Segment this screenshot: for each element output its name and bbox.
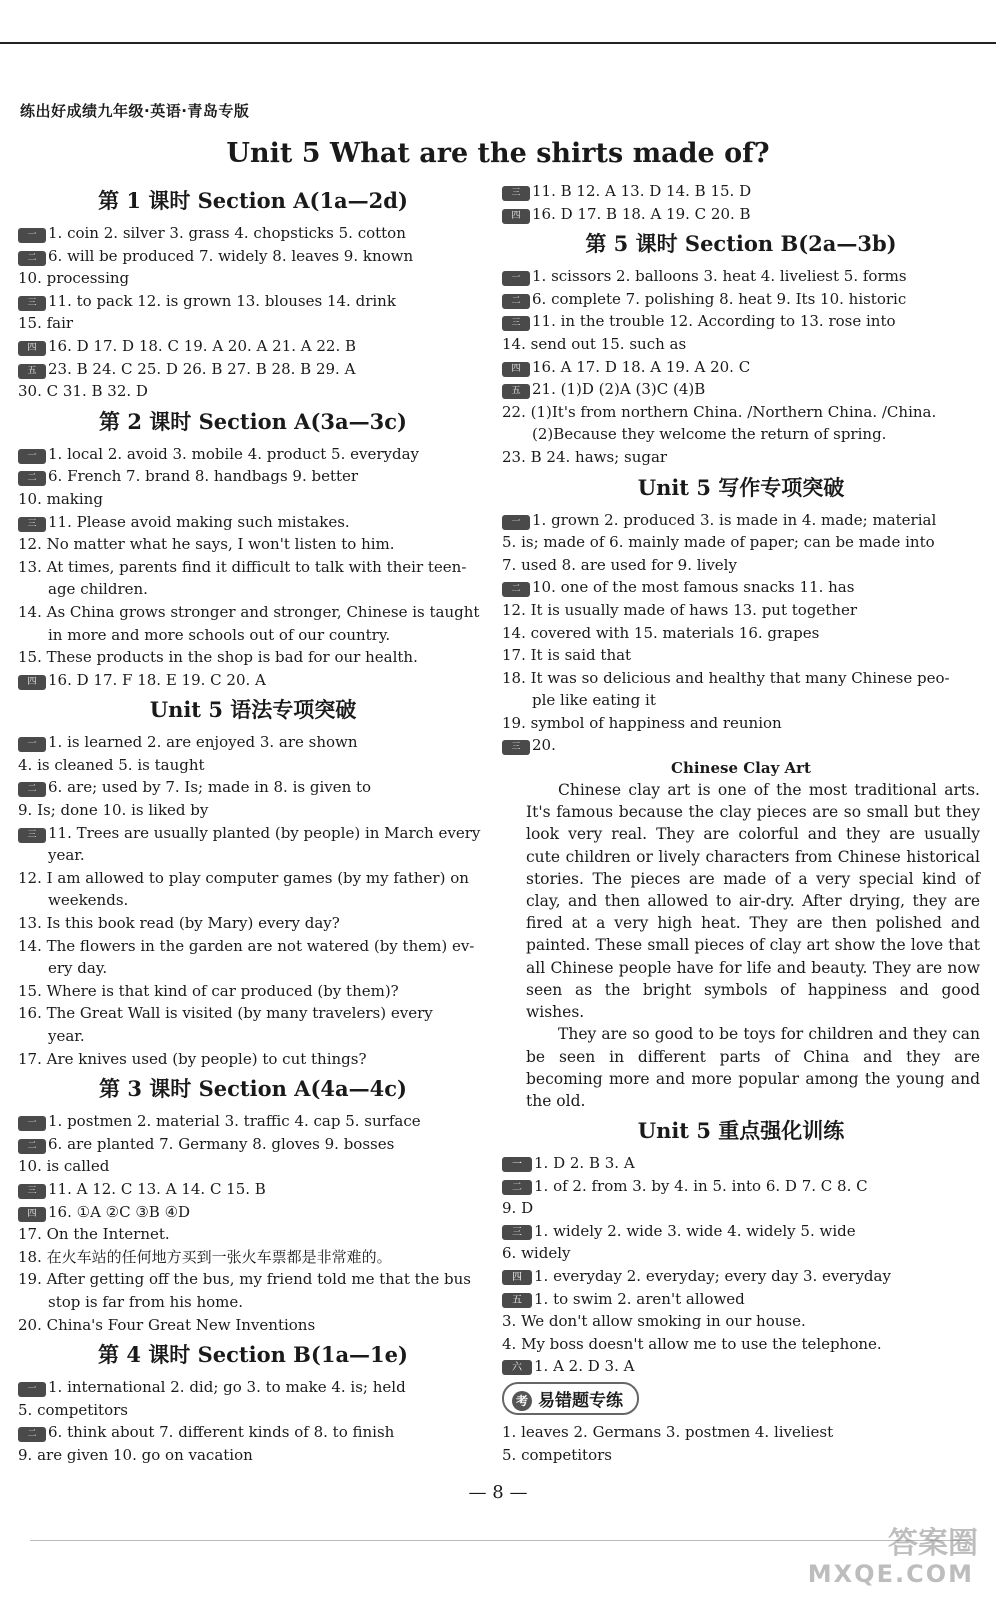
answer-line: 13. Is this book read (by Mary) every day? xyxy=(18,914,340,933)
answer-line: 六 1. A 2. D 3. A xyxy=(502,1355,980,1378)
section-badge: 二 xyxy=(502,1180,532,1195)
answer-line: 7. used 8. are used for 9. lively xyxy=(502,555,737,574)
answer-line: weekends. xyxy=(48,891,129,910)
section-badge: 二 xyxy=(18,1139,46,1154)
essay-paragraph: Chinese clay art is one of the most traditional arts. It's famous because the clay pieces are so small but they look very real. They are colorful and they are usually cute children or lively characters from Chinese historical stories. The pieces are made of a very special kind of clay, and then allowed to air-dry. After drying, they are fired at a very high heat. They are then polished and painted. These small pieces of clay art show the love that all Chinese people have for life and beauty. They are now seen as the bright symbols of happiness and good wishes. xyxy=(526,781,980,1022)
section-badge: 五 xyxy=(502,1293,532,1308)
section-badge: 二 xyxy=(18,251,46,266)
answer-line: 四 1. everyday 2. everyday; every day 3. everyday xyxy=(502,1265,980,1288)
grammar-title: Unit 5 语法专项突破 xyxy=(149,697,357,723)
answer-line: 五 23. B 24. C 25. D 26. B 27. B 28. B 29. A xyxy=(18,358,488,381)
answer-line: 二 6. think about 7. different kinds of 8. to finish xyxy=(18,1421,488,1444)
answer-line: 二 10. one of the most famous snacks 11. has xyxy=(502,576,980,599)
answer-line: 12. No matter what he says, I won't listen to him. xyxy=(18,535,395,554)
answer-line: (2)Because they welcome the return of spring. xyxy=(532,425,887,444)
section-badge: 五 xyxy=(18,364,46,379)
essay-title: Chinese Clay Art xyxy=(671,759,811,778)
section-badge: 四 xyxy=(18,675,46,690)
section-badge: 六 xyxy=(502,1360,532,1375)
answer-line: 三 20. xyxy=(502,734,980,757)
unit-title: Unit 5 What are the shirts made of? xyxy=(226,138,770,169)
answer-line: 15. fair xyxy=(18,314,74,333)
answer-line: 一 1. local 2. avoid 3. mobile 4. product 5. everyday xyxy=(18,443,488,466)
section-badge: 二 xyxy=(18,1427,46,1442)
lesson2-title: 第 2 课时 Section A(3a—3c) xyxy=(99,408,407,434)
answer-line: 9. D xyxy=(502,1199,534,1218)
answer-line: 一 1. scissors 2. balloons 3. heat 4. liveliest 5. forms xyxy=(502,265,980,288)
answer-line: 5. is; made of 6. mainly made of paper; can be made into xyxy=(502,533,935,552)
answer-line: 9. Is; done 10. is liked by xyxy=(18,801,209,820)
answer-line: 二 6. are planted 7. Germany 8. gloves 9. bosses xyxy=(18,1133,488,1156)
section-badge: 四 xyxy=(502,209,530,224)
answer-line: 19. symbol of happiness and reunion xyxy=(502,713,782,732)
section-badge: 四 xyxy=(18,1207,46,1222)
answer-line: 三 11. Trees are usually planted (by people) in March every xyxy=(18,822,488,845)
answer-line: 5. competitors xyxy=(502,1445,612,1464)
answer-line: 一 1. is learned 2. are enjoyed 3. are shown xyxy=(18,731,488,754)
answer-line: 15. Where is that kind of car produced (by them)? xyxy=(18,981,399,1000)
left-column xyxy=(18,182,488,1467)
answer-line: 6. widely xyxy=(502,1244,571,1263)
answer-line: 18. 在火车站的任何地方买到一张火车票都是非常难的。 xyxy=(18,1247,392,1266)
answer-line: 5. competitors xyxy=(18,1400,128,1419)
answer-line: 12. It is usually made of haws 13. put together xyxy=(502,600,858,619)
answer-line: 19. After getting off the bus, my friend told me that the bus xyxy=(18,1270,471,1289)
answer-line: 二 6. French 7. brand 8. handbags 9. better xyxy=(18,465,488,488)
answer-line: 20. China's Four Great New Inventions xyxy=(18,1315,316,1334)
error-practice-tag: 考 易错题专练 xyxy=(502,1382,639,1415)
section-badge: 一 xyxy=(502,1157,532,1172)
answer-line: 一 1. coin 2. silver 3. grass 4. chopsticks 5. cotton xyxy=(18,222,488,245)
answer-line: age children. xyxy=(48,580,148,599)
section-badge: 一 xyxy=(18,1116,46,1131)
answer-line: year. xyxy=(48,846,85,865)
answer-line: year. xyxy=(48,1027,85,1045)
answer-line: 四 16. A 17. D 18. A 19. A 20. C xyxy=(502,356,980,379)
section-badge: 一 xyxy=(18,228,46,243)
answer-line: 10. making xyxy=(18,489,103,508)
answer-line: 14. The flowers in the garden are not watered (by them) ev- xyxy=(18,936,475,955)
section-badge: 一 xyxy=(502,515,530,530)
answer-line: 三 11. to pack 12. is grown 13. blouses 14. drink xyxy=(18,290,488,313)
answer-line: 四 16. ①A ②C ③B ④D xyxy=(18,1201,488,1224)
answer-line: 17. Are knives used (by people) to cut things? xyxy=(18,1049,367,1068)
lesson4-title: 第 4 课时 Section B(1a—1e) xyxy=(98,1342,408,1368)
section-badge: 二 xyxy=(18,782,46,797)
answer-line: 1. leaves 2. Germans 3. postmen 4. liveliest xyxy=(502,1423,834,1442)
lesson3-title: 第 3 课时 Section A(4a—4c) xyxy=(99,1076,407,1102)
section-badge: 二 xyxy=(502,294,530,309)
exam-icon: 考 xyxy=(512,1391,532,1411)
answer-line: 三 11. Please avoid making such mistakes. xyxy=(18,511,488,534)
answer-line: 9. are given 10. go on vacation xyxy=(18,1445,253,1464)
answer-line: 15. These products in the shop is bad for our health. xyxy=(18,648,418,667)
answer-line: 三 1. widely 2. wide 3. wide 4. widely 5. wide xyxy=(502,1220,980,1243)
answer-line: 一 1. postmen 2. material 3. traffic 4. cap 5. surface xyxy=(18,1110,488,1133)
answer-line: 三 11. in the trouble 12. According to 13. rose into xyxy=(502,310,980,333)
book-header: 练出好成绩九年级·英语·青岛专版 xyxy=(20,102,250,120)
answer-line: 二 1. of 2. from 3. by 4. in 5. into 6. D 7. C 8. C xyxy=(502,1175,980,1198)
section-badge: 一 xyxy=(18,449,46,464)
answer-line: 10. processing xyxy=(18,269,130,288)
answer-line: 13. At times, parents find it difficult to talk with their teen- xyxy=(18,557,467,576)
essay-paragraph: They are so good to be toys for children and they can be seen in different parts of China and they are becoming more and more popular among the young and the old. xyxy=(526,1025,980,1110)
key-training-title: Unit 5 重点强化训练 xyxy=(637,1118,845,1144)
section-badge: 一 xyxy=(502,271,530,286)
answer-line: 四 16. D 17. D 18. C 19. A 20. A 21. A 22. B xyxy=(18,335,488,358)
answer-line: 4. My boss doesn't allow me to use the telephone. xyxy=(502,1334,882,1353)
answer-line: 17. It is said that xyxy=(502,646,632,665)
answer-line: ery day. xyxy=(48,959,108,978)
watermark-logo: 答案圈 xyxy=(888,1526,978,1561)
section-badge: 二 xyxy=(502,582,530,597)
lesson1-title: 第 1 课时 Section A(1a—2d) xyxy=(98,188,408,213)
answer-line: 一 1. D 2. B 3. A xyxy=(502,1152,980,1175)
answer-line: 22. (1)It's from northern China. /Northern China. /China. xyxy=(502,402,937,421)
section-badge: 三 xyxy=(18,1184,46,1199)
answer-line: 14. covered with 15. materials 16. grapes xyxy=(502,623,820,642)
answer-line: 10. is called xyxy=(18,1157,110,1176)
answer-line: 4. is cleaned 5. is taught xyxy=(18,755,205,774)
top-rule xyxy=(0,42,996,44)
answer-line: 二 6. will be produced 7. widely 8. leaves 9. known xyxy=(18,245,488,268)
answer-line: 二 6. complete 7. polishing 8. heat 9. Its 10. historic xyxy=(502,288,980,311)
section-badge: 三 xyxy=(18,828,46,843)
section-badge: 三 xyxy=(502,186,530,201)
section-badge: 三 xyxy=(18,517,46,532)
answer-line: 16. The Great Wall is visited (by many travelers) every xyxy=(18,1004,433,1023)
answer-line: 二 6. are; used by 7. Is; made in 8. is given to xyxy=(18,776,488,799)
writing-title: Unit 5 写作专项突破 xyxy=(637,474,845,500)
section-badge: 五 xyxy=(502,384,530,399)
essay-body xyxy=(502,779,980,1112)
answer-line: 五 1. to swim 2. aren't allowed xyxy=(502,1288,980,1311)
bottom-rule xyxy=(30,1540,966,1541)
answer-line: 14. send out 15. such as xyxy=(502,334,687,353)
page-number: — 8 — xyxy=(468,1482,528,1503)
answer-line: 四 16. D 17. F 18. E 19. C 20. A xyxy=(18,669,488,692)
section-badge: 四 xyxy=(502,1270,532,1285)
answer-line: 17. On the Internet. xyxy=(18,1225,170,1244)
answer-line: 18. It was so delicious and healthy that many Chinese peo- xyxy=(502,668,950,687)
answer-line: 12. I am allowed to play computer games (by my father) on xyxy=(18,868,469,887)
answer-line: 三 11. A 12. C 13. A 14. C 15. B xyxy=(18,1178,488,1201)
answer-line: 四 16. D 17. B 18. A 19. C 20. B xyxy=(502,203,980,226)
answer-line: 23. B 24. haws; sugar xyxy=(502,447,668,466)
section-badge: 四 xyxy=(502,362,530,377)
answer-line: 三 11. B 12. A 13. D 14. B 15. D xyxy=(502,180,980,203)
section-badge: 三 xyxy=(502,316,530,331)
answer-line: 五 21. (1)D (2)A (3)C (4)B xyxy=(502,378,980,401)
answer-line: 14. As China grows stronger and stronger, Chinese is taught xyxy=(18,602,480,621)
answer-line: 一 1. international 2. did; go 3. to make 4. is; held xyxy=(18,1376,488,1399)
answer-line: 一 1. grown 2. produced 3. is made in 4. made; material xyxy=(502,509,980,532)
answer-line: in more and more schools out of our country. xyxy=(48,625,391,644)
section-badge: 三 xyxy=(502,740,530,755)
answer-line: ple like eating it xyxy=(532,691,656,710)
section-badge: 一 xyxy=(18,1382,46,1397)
lesson5-title: 第 5 课时 Section B(2a—3b) xyxy=(585,231,897,257)
right-column xyxy=(502,180,980,1466)
answer-line: stop is far from his home. xyxy=(48,1292,244,1311)
answer-line: 30. C 31. B 32. D xyxy=(18,382,148,401)
section-badge: 一 xyxy=(18,737,46,752)
section-badge: 四 xyxy=(18,341,46,356)
watermark-url: MXQE.COM xyxy=(807,1560,974,1588)
section-badge: 三 xyxy=(502,1225,532,1240)
section-badge: 二 xyxy=(18,471,46,486)
section-badge: 三 xyxy=(18,296,46,311)
answer-line: 3. We don't allow smoking in our house. xyxy=(502,1312,806,1331)
